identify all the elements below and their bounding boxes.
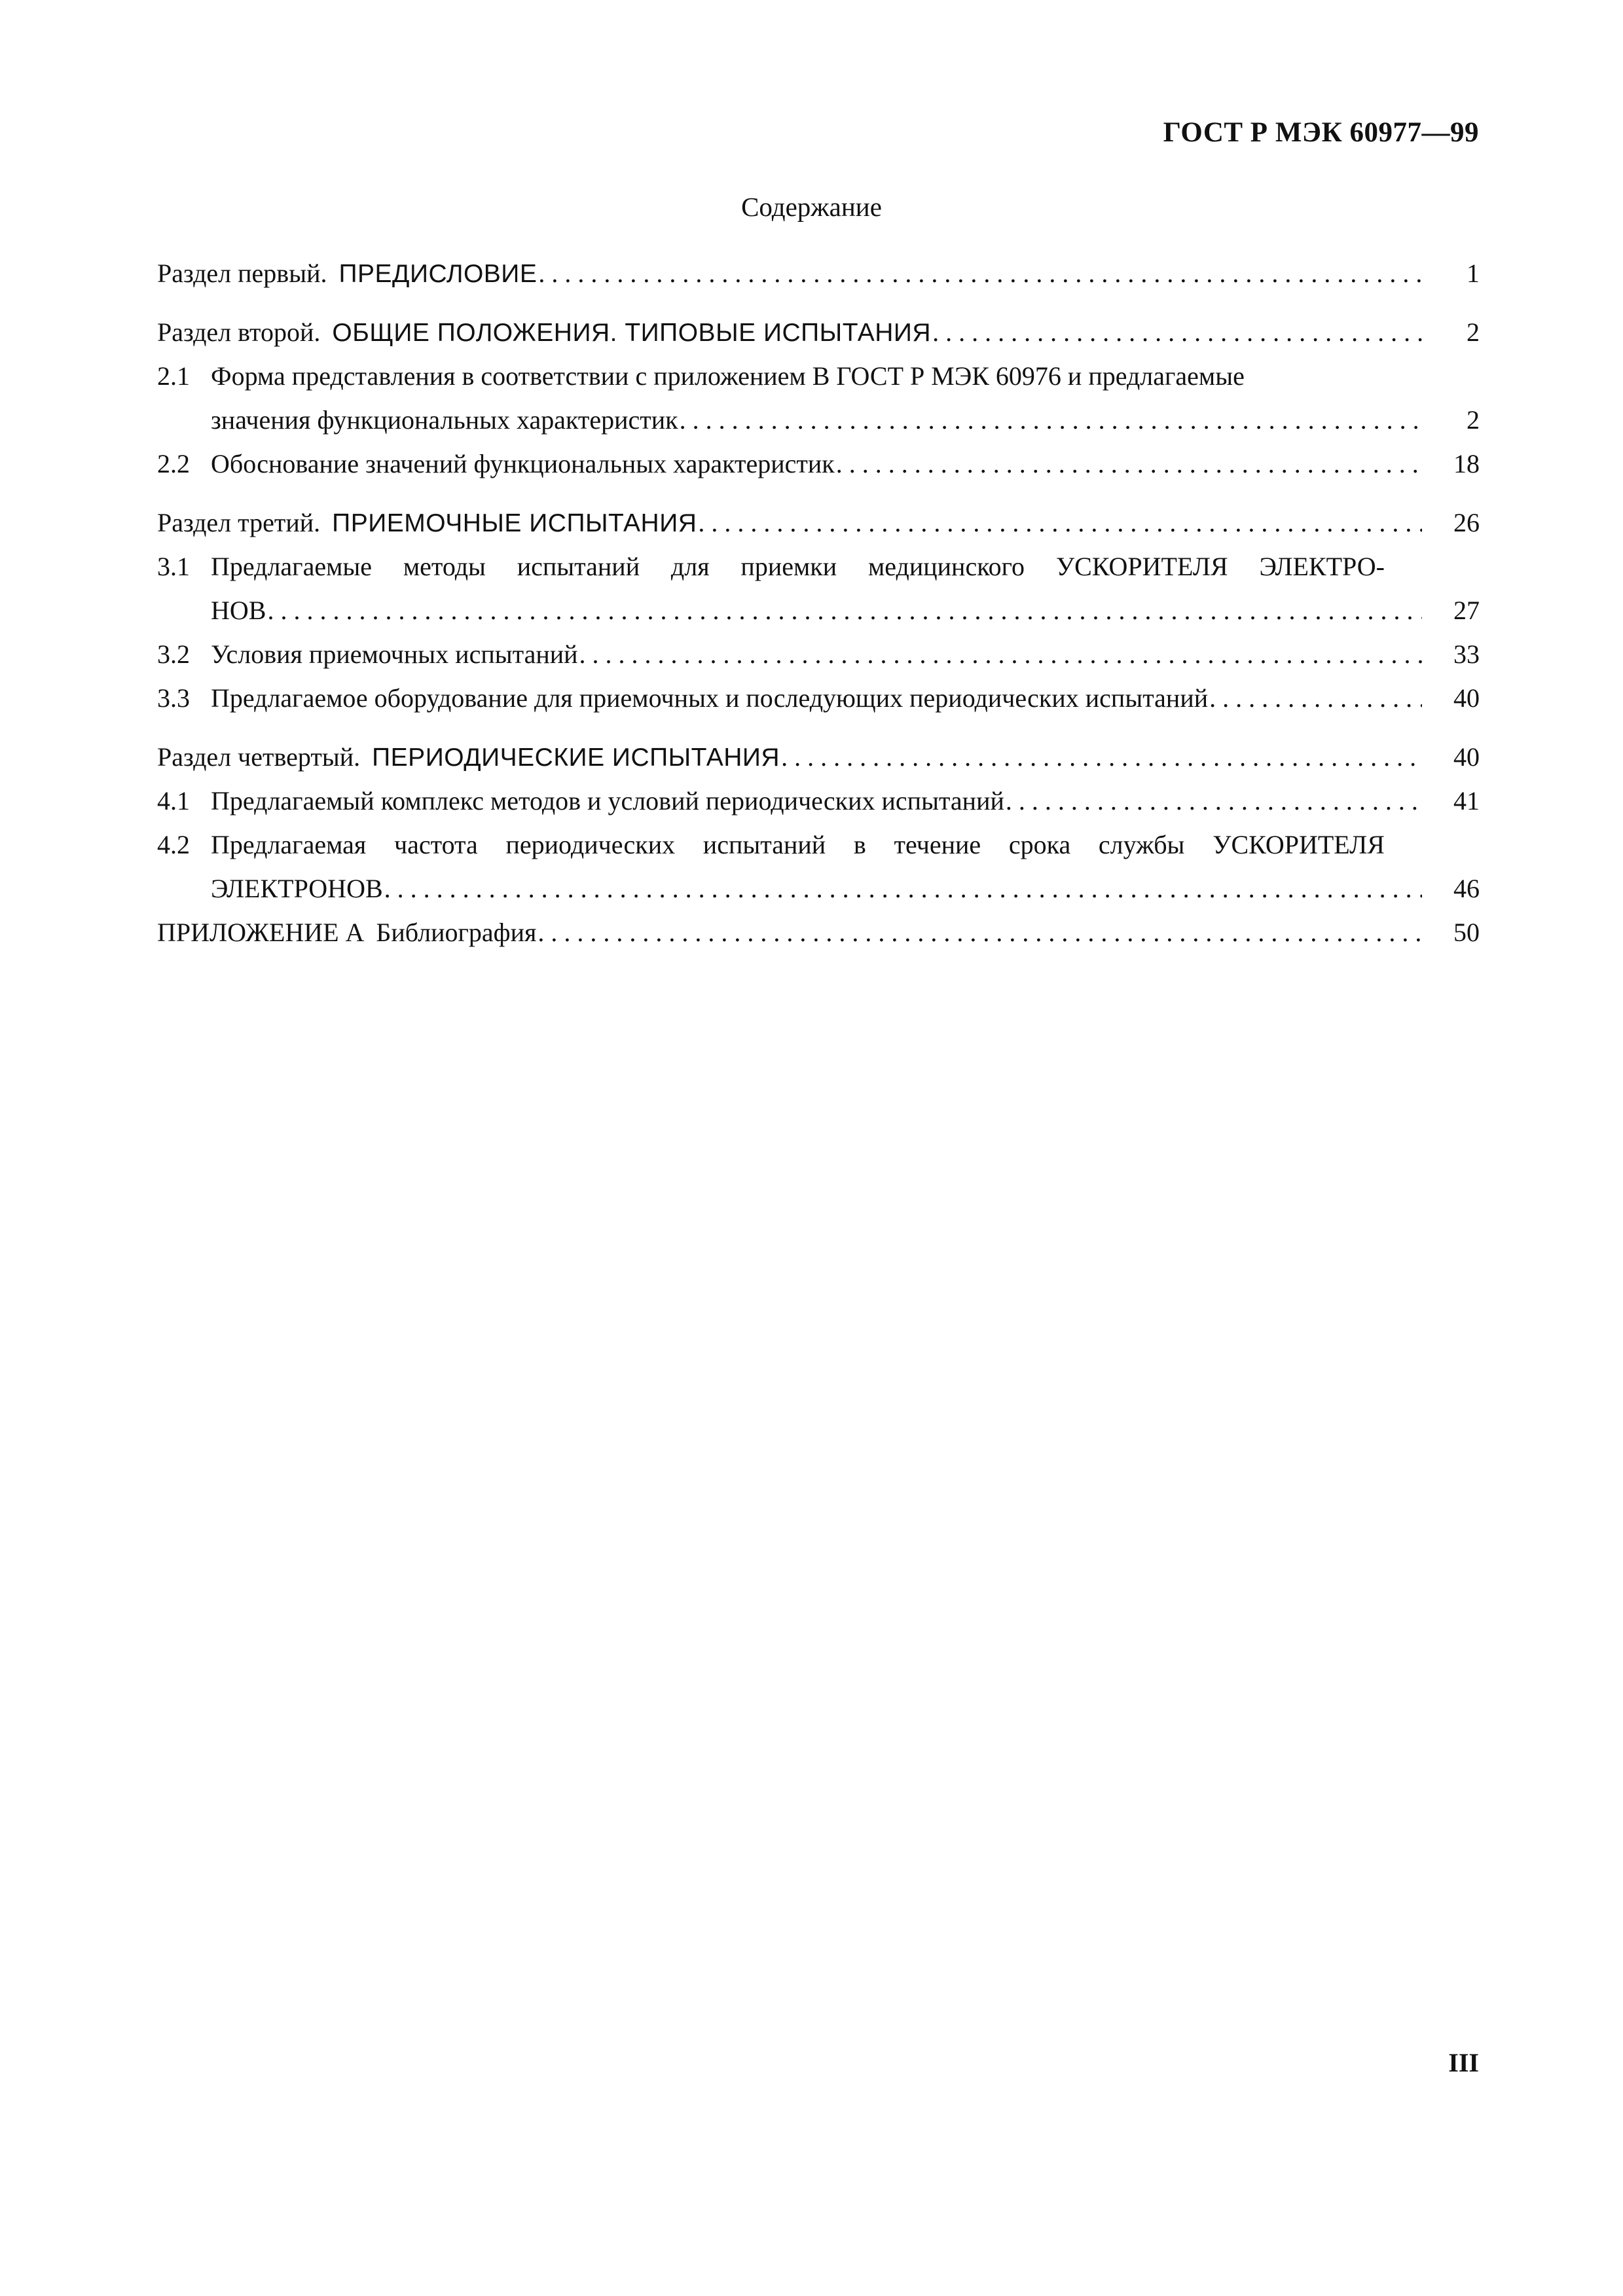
toc-entry-title: Условия приемочных испытаний bbox=[211, 639, 578, 669]
toc-entry-3-2[interactable] bbox=[157, 632, 1480, 676]
leader-dots bbox=[384, 867, 1422, 910]
page-number: III bbox=[1448, 2048, 1479, 2077]
toc-entry-title-line-2: НОВ bbox=[211, 596, 266, 625]
leader-dots bbox=[698, 501, 1422, 545]
toc-entry-title: Предлагаемое оборудование для приемочных и последующих периодических испытаний bbox=[211, 683, 1209, 713]
toc-entry-3-1-continued[interactable] bbox=[157, 588, 1480, 632]
toc-entry-title: ОБЩИЕ ПОЛОЖЕНИЯ. ТИПОВЫЕ ИСПЫТАНИЯ bbox=[332, 319, 932, 347]
leader-dots bbox=[538, 910, 1422, 954]
leader-dots bbox=[781, 735, 1422, 779]
toc-entry-4-1[interactable] bbox=[157, 779, 1480, 823]
toc-entry-title-line-1: Предлагаемая частота периодических испытаний в течение срока службы УСКОРИТЕЛЯ bbox=[211, 830, 1385, 859]
toc-entry-subtitle: Библиография bbox=[376, 918, 537, 947]
toc-entry-number: 4.2 bbox=[157, 830, 190, 859]
toc-entry-page: 50 bbox=[1453, 918, 1480, 947]
toc-entry-title: Предлагаемый комплекс методов и условий периодических испытаний bbox=[211, 786, 1004, 816]
toc-entry-title: ПРЕДИСЛОВИЕ bbox=[338, 260, 538, 288]
toc-entry-title-line-1: Форма представления в соответствии с приложением В ГОСТ Р МЭК 60976 и предлагаемые bbox=[211, 361, 1245, 391]
toc-entry-section-2[interactable] bbox=[157, 310, 1480, 354]
leader-dots bbox=[836, 442, 1422, 486]
toc-entry-title: ПРИЕМОЧНЫЕ ИСПЫТАНИЯ bbox=[332, 509, 697, 537]
toc-entry-page: 33 bbox=[1453, 639, 1480, 669]
toc-entry-number: 3.1 bbox=[157, 552, 190, 581]
toc-entry-number: 2.1 bbox=[157, 361, 190, 391]
toc-entry-title: Обоснование значений функциональных характеристик bbox=[211, 449, 835, 478]
toc-entry-title: ПЕРИОДИЧЕСКИЕ ИСПЫТАНИЯ bbox=[372, 744, 780, 772]
toc-entry-prefix: Раздел первый. bbox=[157, 259, 327, 288]
leader-dots bbox=[1006, 779, 1422, 823]
leader-dots bbox=[579, 632, 1422, 676]
table-of-contents bbox=[157, 251, 1480, 954]
toc-entry-4-2-continued[interactable] bbox=[157, 867, 1480, 910]
toc-entry-2-2[interactable] bbox=[157, 442, 1480, 486]
toc-entry-appendix-a[interactable] bbox=[157, 910, 1480, 954]
toc-entry-page: 2 bbox=[1467, 405, 1480, 435]
toc-entry-3-3[interactable] bbox=[157, 676, 1480, 720]
toc-entry-section-4[interactable] bbox=[157, 735, 1480, 779]
toc-entry-title: ПРИЛОЖЕНИЕ А bbox=[157, 918, 365, 947]
toc-entry-number: 3.3 bbox=[157, 683, 190, 713]
toc-entry-title-line-2: ЭЛЕКТРОНОВ bbox=[211, 874, 383, 903]
document-id-header: ГОСТ Р МЭК 60977—99 bbox=[1163, 117, 1479, 148]
toc-entry-page: 41 bbox=[1453, 786, 1480, 816]
toc-title: Содержание bbox=[741, 192, 882, 222]
toc-entry-page: 40 bbox=[1453, 683, 1480, 713]
leader-dots bbox=[1209, 676, 1422, 720]
toc-entry-page: 40 bbox=[1453, 742, 1480, 772]
toc-entry-section-1[interactable] bbox=[157, 251, 1480, 295]
toc-entry-4-2[interactable] bbox=[157, 823, 1480, 867]
toc-entry-prefix: Раздел второй. bbox=[157, 317, 321, 347]
toc-entry-page: 46 bbox=[1453, 874, 1480, 903]
toc-entry-page: 18 bbox=[1453, 449, 1480, 478]
toc-entry-title-line-2: значения функциональных характеристик bbox=[211, 405, 678, 435]
leader-dots bbox=[267, 588, 1422, 632]
toc-entry-page: 2 bbox=[1467, 317, 1480, 347]
toc-entry-section-3[interactable] bbox=[157, 501, 1480, 545]
toc-entry-prefix: Раздел третий. bbox=[157, 508, 321, 537]
leader-dots bbox=[680, 398, 1422, 442]
toc-entry-2-1-continued[interactable] bbox=[157, 398, 1480, 442]
toc-entry-number: 4.1 bbox=[157, 786, 190, 816]
toc-entry-number: 3.2 bbox=[157, 639, 190, 669]
toc-entry-page: 26 bbox=[1453, 508, 1480, 537]
toc-entry-number: 2.2 bbox=[157, 449, 190, 478]
toc-entry-prefix: Раздел четвертый. bbox=[157, 742, 361, 772]
toc-entry-page: 27 bbox=[1453, 596, 1480, 625]
toc-entry-page: 1 bbox=[1467, 259, 1480, 288]
leader-dots bbox=[932, 310, 1422, 354]
leader-dots bbox=[538, 251, 1422, 295]
toc-entry-2-1[interactable] bbox=[157, 354, 1480, 398]
toc-entry-title-line-1: Предлагаемые методы испытаний для приемки медицинского УСКОРИТЕЛЯ ЭЛЕКТРО- bbox=[211, 552, 1385, 581]
toc-entry-3-1[interactable] bbox=[157, 545, 1480, 588]
